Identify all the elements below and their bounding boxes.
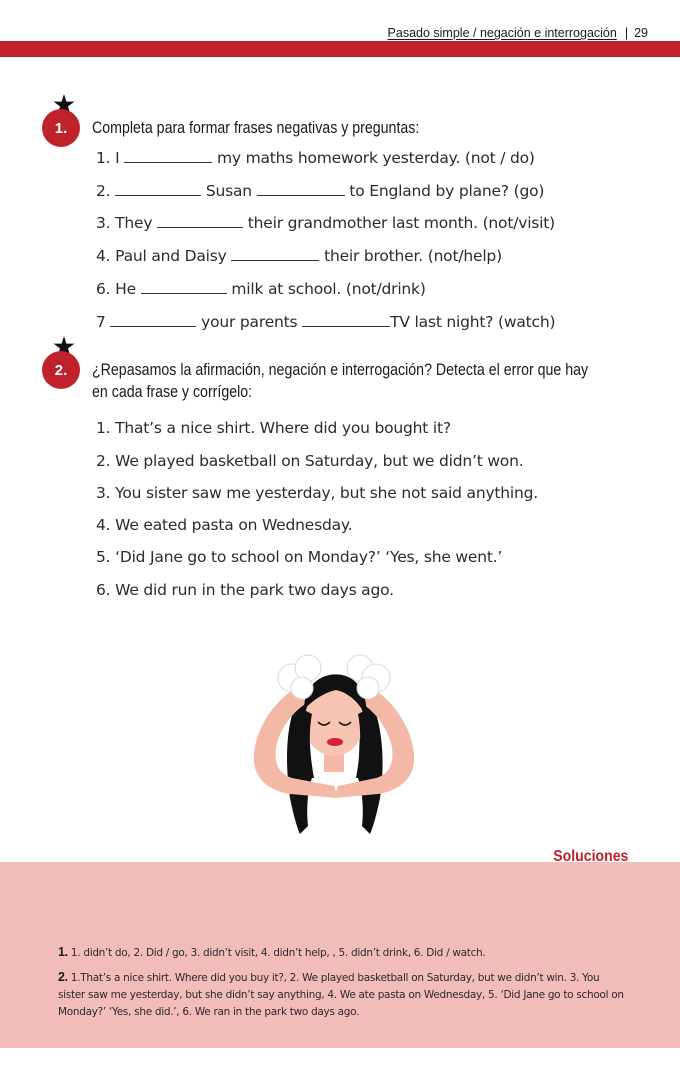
item-text: their brother. (not/help) xyxy=(324,247,502,265)
item-text: 1. I xyxy=(96,149,120,167)
running-header xyxy=(388,26,648,40)
item-text: your parents xyxy=(201,313,298,331)
item-text: my maths homework yesterday. (not / do) xyxy=(216,149,535,167)
exercise-1-item xyxy=(96,280,426,298)
solution-text: 1. didn’t do, 2. Did / go, 3. didn’t visit, 4. didn’t help, , 5. didn’t drink, 6. Did / watch. xyxy=(70,947,486,959)
exercise-2-item: 3. You sister saw me yesterday, but she not said anything. xyxy=(96,484,539,502)
item-text: to England by plane? (go) xyxy=(349,182,545,200)
exercise-2-item: 1. That’s a nice shirt. Where did you bought it? xyxy=(96,419,451,437)
answer-blank[interactable] xyxy=(157,215,243,228)
exercise-2-badge: 2. xyxy=(42,351,80,389)
exercise-1-badge: 1. xyxy=(42,109,80,147)
exercise-1-item xyxy=(96,247,502,265)
exercise-1-item xyxy=(96,182,544,200)
header-band xyxy=(0,41,680,57)
page-number: 29 xyxy=(634,26,648,40)
item-text: milk at school. (not/drink) xyxy=(231,280,426,298)
item-text: 3. They xyxy=(96,214,153,232)
exercise-2-item: 5. ‘Did Jane go to school on Monday?’ ‘Yes, she went.’ xyxy=(96,548,503,566)
answer-blank[interactable] xyxy=(231,248,319,261)
exercise-2-instruction xyxy=(92,359,589,403)
exercise-2-item: 4. We eated pasta on Wednesday. xyxy=(96,516,353,534)
item-text: Susan xyxy=(205,182,252,200)
answer-blank[interactable] xyxy=(257,183,345,196)
item-text: TV last night? (watch) xyxy=(390,313,556,331)
solution-1 xyxy=(58,944,628,962)
answer-blank[interactable] xyxy=(124,150,212,163)
solutions-title: Soluciones xyxy=(552,848,628,865)
answer-blank[interactable] xyxy=(302,314,390,327)
exercise-1-item xyxy=(96,149,535,167)
solution-number: 2. xyxy=(58,970,68,984)
item-text: their grandmother last month. (not/visit) xyxy=(247,214,556,232)
solution-number: 1. xyxy=(58,945,68,959)
exercise-1-instruction: Completa para formar frases negativas y preguntas: xyxy=(92,119,420,137)
answer-blank[interactable] xyxy=(110,314,196,327)
girl-washing-hair-illustration xyxy=(246,648,422,838)
running-header-title: Pasado simple / negación e interrogación xyxy=(387,26,617,40)
instruction-line: ¿Repasamos la afirmación, negación e interrogación? Detecta el error que hay xyxy=(92,361,589,379)
item-text: 6. He xyxy=(96,280,136,298)
page-bottom-margin xyxy=(0,1048,680,1079)
answer-blank[interactable] xyxy=(141,281,227,294)
solution-2 xyxy=(58,969,628,1021)
item-text: 2. xyxy=(96,182,111,200)
item-text: 7 xyxy=(96,313,106,331)
header-separator: | xyxy=(624,26,629,40)
solution-text: 1.That’s a nice shirt. Where did you buy it?, 2. We played basketball on Saturday, but we didn’t win. 3. You sister saw me yesterday, but she didn’t say anything, 4. We ate pasta on Wednesday, 5. ‘Did Jane go to school on Monday?’ ‘Yes, she did.’, 6. We ran in the park two days ago. xyxy=(58,972,624,1018)
item-text: 4. Paul and Daisy xyxy=(96,247,227,265)
exercise-2-item: 2. We played basketball on Saturday, but we didn’t won. xyxy=(96,452,524,470)
instruction-line: en cada frase y corrígelo: xyxy=(92,383,253,401)
answer-blank[interactable] xyxy=(115,183,201,196)
exercise-2-item: 6. We did run in the park two days ago. xyxy=(96,581,394,599)
exercise-1-item xyxy=(96,313,555,331)
exercise-1-item xyxy=(96,214,555,232)
